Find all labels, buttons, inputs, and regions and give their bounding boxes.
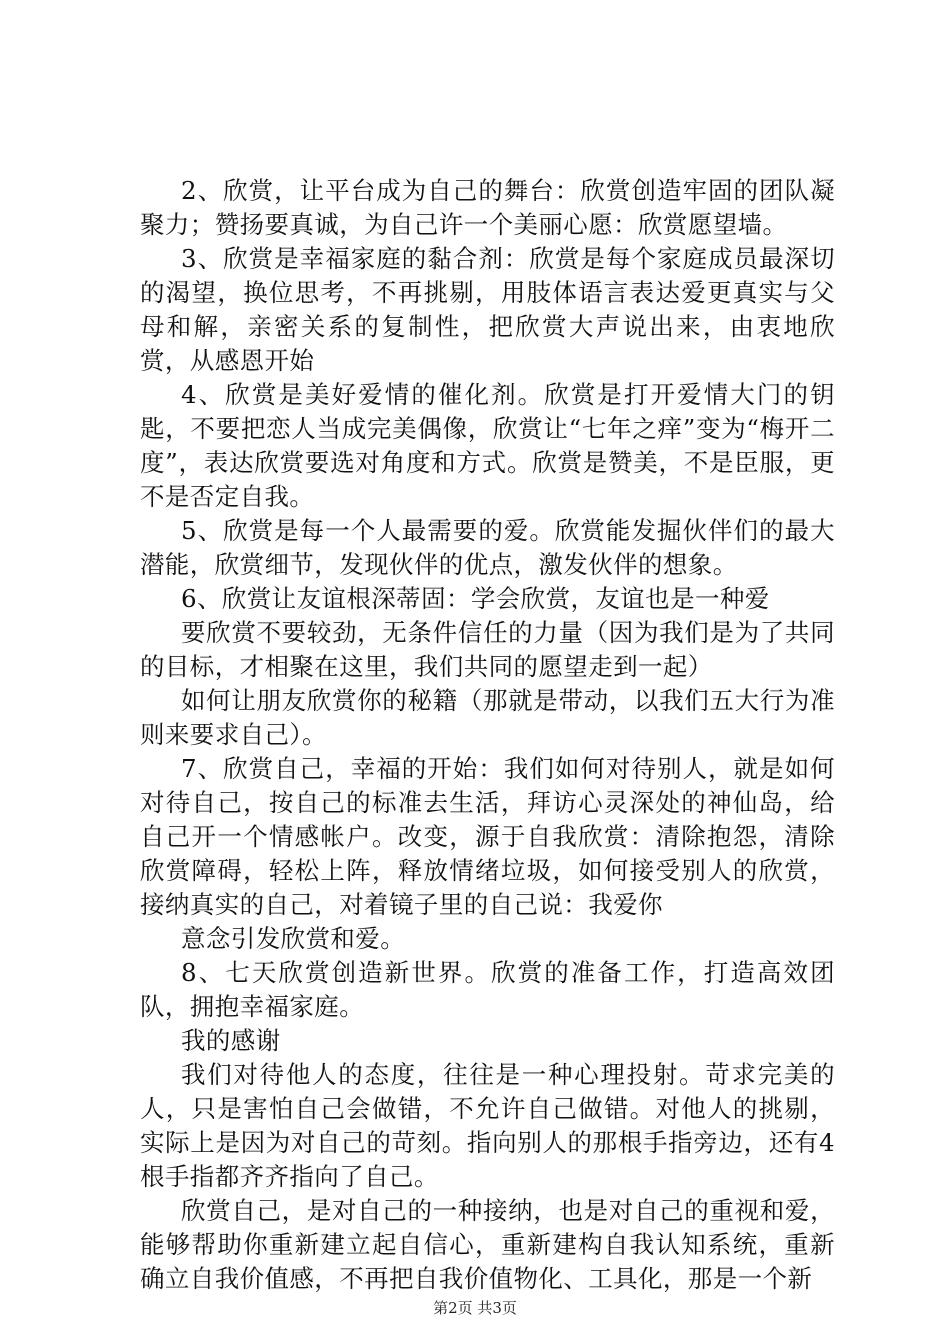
paragraph-self-appreciation: 欣赏自己，是对自己的一种接纳，也是对自己的重视和爱，能够帮助你重新建立起自信心，重新建构自我认知系统，重新确立自我价值感，不再把自我价值物化、工具化，那是一个新: [140, 1196, 835, 1293]
paragraph-item-7: 7、欣赏自己，幸福的开始：我们如何对待别人，就是如何对待自己，按自己的标准去生活，拜访心灵深处的神仙岛，给自己开一个情感帐户。改变，源于自我欣赏：清除抱怨，清除欣赏障碍，轻松上阵，释放情绪垃圾，如何接受别人的欣赏，接纳真实的自己，对着镜子里的自己说：我爱你: [140, 754, 835, 919]
paragraph-item-8: 8、七天欣赏创造新世界。欣赏的准备工作，打造高效团队，拥抱幸福家庭。: [140, 958, 835, 1021]
paragraph-trust: 要欣赏不要较劲，无条件信任的力量（因为我们是为了共同的目标，才相聚在这里，我们共同的愿望走到一起）: [140, 618, 835, 681]
paragraph-intention: 意念引发欣赏和爱。: [181, 924, 406, 953]
paragraph-item-3: 3、欣赏是幸福家庭的黏合剂：欣赏是每个家庭成员最深切的渴望，换位思考，不再挑剔，用肢体语言表达爱更真实与父母和解，亲密关系的复制性，把欣赏大声说出来，由衷地欣赏，从感恩开始: [140, 244, 835, 375]
paragraph-secret: 如何让朋友欣赏你的秘籍（那就是带动，以我们五大行为准则来要求自己）。: [140, 686, 835, 749]
paragraph-item-6: 6、欣赏让友谊根深蒂固：学会欣赏，友谊也是一种爱: [181, 584, 770, 613]
paragraph-projection: 我们对待他人的态度，往往是一种心理投射。苛求完美的人，只是害怕自己会做错，不允许自己做错。对他人的挑剔，实际上是因为对自己的苛刻。指向别人的那根手指旁边，还有4根手指都齐齐指向了自己。: [140, 1060, 835, 1191]
paragraph-item-2: 2、欣赏，让平台成为自己的舞台：欣赏创造牢固的团队凝聚力；赞扬要真诚，为自己许一个美丽心愿：欣赏愿望墙。: [140, 176, 835, 239]
document-body: [140, 174, 835, 1296]
page-footer: 第2页 共3页: [433, 1299, 517, 1317]
paragraph-item-4: 4、欣赏是美好爱情的催化剂。欣赏是打开爱情大门的钥匙，不要把恋人当成完美偶像，欣赏让“七年之痒”变为“梅开二度”，表达欣赏要选对角度和方式。欣赏是赞美，不是臣服，更不是否定自我。: [140, 380, 835, 511]
paragraph-item-5: 5、欣赏是每一个人最需要的爱。欣赏能发掘伙伴们的最大潜能，欣赏细节，发现伙伴的优点，激发伙伴的想象。: [140, 516, 835, 579]
section-heading-thanks: 我的感谢: [181, 1026, 281, 1055]
